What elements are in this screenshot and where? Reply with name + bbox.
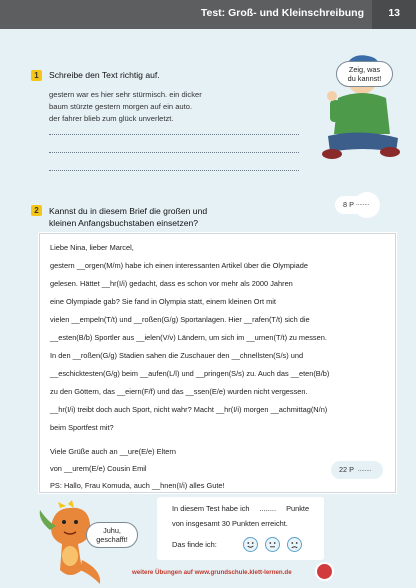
writing-line[interactable] — [49, 134, 299, 135]
letter-ps: PS: Hallo, Frau Komuda, auch __hnen(I/i) alles Gute! — [50, 481, 225, 490]
dragon-bubble-line: Juhu, — [103, 526, 121, 535]
task-1-instruction: Schreibe den Text richtig auf. — [49, 70, 160, 80]
page-number: 13 — [388, 7, 400, 19]
dragon-speech-bubble — [86, 522, 138, 548]
task-2-score-circle[interactable] — [354, 192, 380, 218]
letter-line: In den __roßen(G/g) Stadien sahen die Zuschauer den __chnellsten(S/s) und — [50, 351, 304, 360]
sad-smiley-icon[interactable] — [287, 537, 302, 552]
neutral-smiley-icon[interactable] — [265, 537, 280, 552]
letter-line: beim Sportfest mit? — [50, 423, 114, 432]
letter-score-blank[interactable]: ........ — [358, 467, 372, 473]
feeling-label: Das finde ich: — [172, 540, 217, 549]
letter-line: vielen __empeln(T/t) und __roßen(G/g) Sportanlagen. Hier __rafen(T/t) sich die — [50, 315, 310, 324]
page-header — [0, 0, 416, 29]
letter-line: __eschicktesten(G/g) beim __aufen(L/l) und __pringen(S/s) zu. Auch das __eten(B/b) — [50, 369, 330, 378]
letter-score-label: 22 P — [339, 465, 355, 474]
task-2-score-blank: ........ — [356, 201, 370, 207]
task-1-text-line: der fahrer blieb zum glück unverletzt. — [49, 114, 174, 123]
task-1-number: 1 — [31, 70, 42, 81]
boy-bubble-line: du kannst! — [347, 74, 382, 83]
result-suffix: Punkte — [286, 504, 310, 513]
letter-line: zu den Göttern, das __eiern(F/f) und das __ssen(E/e) wurden nicht vergessen. — [50, 387, 308, 396]
footer-link[interactable]: weitere Übungen auf www.grundschule.klett-lernen.de — [132, 569, 292, 576]
letter-line: gelesen. Hättet __hr(I/i) gedacht, dass es schon vor mehr als 2000 Jahren — [50, 279, 293, 288]
result-line-1 — [172, 504, 309, 513]
result-prefix: In diesem Test habe ich — [172, 504, 250, 513]
letter-line: __esten(B/b) Sportler aus __ielen(V/v) Ländern, um sich im __urnen(T/t) zu messen. — [50, 333, 327, 342]
klett-logo-icon — [315, 562, 334, 581]
letter-score-pill — [331, 461, 383, 479]
writing-line[interactable] — [49, 170, 299, 171]
writing-line[interactable] — [49, 152, 299, 153]
boy-speech-bubble — [336, 61, 393, 87]
task-2-instruction-line: kleinen Anfangsbuchstaben einsetzen? — [49, 218, 199, 228]
dragon-bubble-line: geschafft! — [96, 535, 128, 544]
letter-line: __hr(I/i) treibt doch auch Sport, nicht wahr? Macht __hr(I/i) morgen __achmittag(N/n) — [50, 405, 328, 414]
happy-smiley-icon[interactable] — [243, 537, 258, 552]
result-line-2: von insgesamt 30 Punkten erreicht. — [172, 519, 288, 528]
task-1-text-line: baum stürzte gestern morgen auf ein auto. — [49, 102, 193, 111]
result-box — [157, 497, 324, 560]
letter-closing-line: von __urem(E/e) Cousin Emil — [50, 464, 147, 473]
result-blank[interactable]: ........ — [259, 504, 277, 513]
task-1-text — [49, 89, 202, 125]
task-2-instruction — [49, 205, 207, 229]
letter-closing-line: Viele Grüße auch an __ure(E/e) Eltern — [50, 447, 176, 456]
letter-line: Liebe Nina, lieber Marcel, — [50, 243, 134, 252]
letter-box — [39, 233, 396, 493]
task-2-instruction-line: Kannst du in diesem Brief die großen und — [49, 206, 208, 216]
task-2-number: 2 — [31, 205, 42, 216]
page-title: Test: Groß- und Kleinschreibung — [200, 7, 364, 19]
boy-bubble-line: Zeig, was — [348, 65, 381, 74]
letter-line: eine Olympiade gab? Sie fand in Olympia statt, einem kleinen Ort mit — [50, 297, 276, 306]
letter-line: gestern __orgen(M/m) habe ich einen interessanten Artikel über die Olympiade — [50, 261, 308, 270]
task-1-text-line: gestern war es hier sehr stürmisch. ein dicker — [49, 90, 202, 99]
task-2-score-label: 8 P — [343, 200, 354, 209]
